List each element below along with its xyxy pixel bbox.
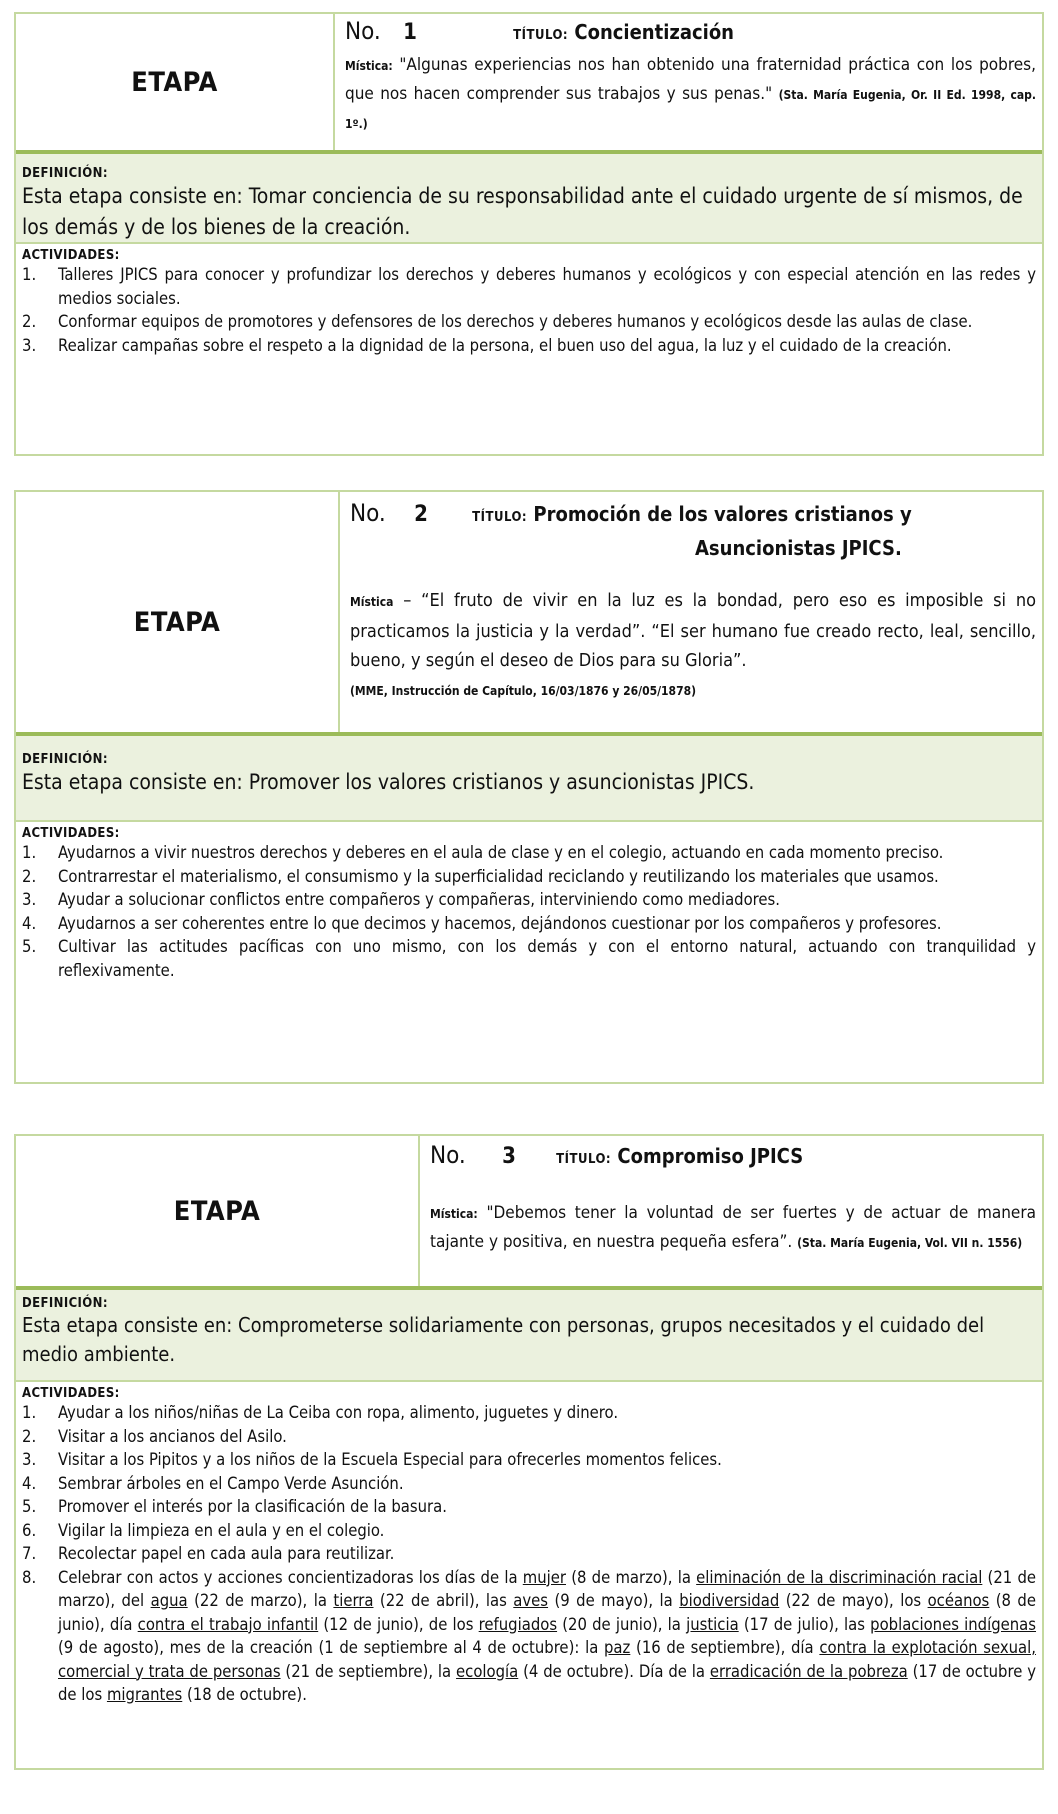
activity-item bbox=[22, 1472, 1036, 1496]
etapa-label: ETAPA bbox=[16, 14, 335, 150]
number-label: No. bbox=[345, 17, 381, 45]
activity-text: (21 de septiembre), la bbox=[280, 1661, 457, 1681]
commemoration-day: paz bbox=[604, 1638, 631, 1657]
activity-text: Ayudarnos a vivir nuestros derechos y deberes en el aula de clase y en el colegio, actuando en cada momento preciso. bbox=[58, 843, 944, 862]
commemoration-day: justicia bbox=[686, 1614, 739, 1634]
commemoration-day: refugiados bbox=[478, 1614, 558, 1634]
commemoration-day: contra el trabajo infantil bbox=[137, 1614, 319, 1634]
mistica-label: Mística: bbox=[430, 1207, 478, 1221]
activity-item bbox=[22, 1542, 1036, 1566]
activity-item bbox=[22, 263, 1036, 310]
activity-number: 4. bbox=[22, 1473, 37, 1493]
stage-header bbox=[16, 1136, 1042, 1290]
activity-item bbox=[22, 912, 1036, 936]
etapa-label: ETAPA bbox=[16, 1136, 420, 1286]
mistica-source: (MME, Instrucción de Capítulo, 16/03/1876 y 26/05/1878) bbox=[350, 684, 697, 698]
stage-table-2 bbox=[14, 490, 1044, 1084]
activity-text: (18 de octubre). bbox=[182, 1685, 307, 1704]
definition-section bbox=[16, 736, 1042, 822]
stage-title: Promoción de los valores cristianos y bbox=[533, 502, 912, 526]
titulo-label: TÍTULO: bbox=[472, 510, 528, 525]
activity-number: 1. bbox=[22, 1403, 37, 1422]
activity-text: Ayudar a los niños/niñas de La Ceiba con ropa, alimento, juguetes y dinero. bbox=[58, 1403, 619, 1422]
commemoration-day: aves bbox=[513, 1591, 549, 1610]
commemoration-day: eliminación de la discriminación racial bbox=[696, 1567, 983, 1587]
mistica-source: (Sta. María Eugenia, Vol. VII n. 1556) bbox=[797, 1236, 1023, 1250]
activity-text: (17 de julio), las bbox=[738, 1614, 871, 1634]
commemoration-day: mujer bbox=[522, 1567, 566, 1587]
activity-text: (8 de junio), día bbox=[58, 1591, 1036, 1634]
activity-text: Ayudar a solucionar conflictos entre compañeros y compañeras, interviniendo como mediadores. bbox=[58, 890, 781, 909]
stage-title-line2: Asuncionistas JPICS. bbox=[695, 536, 902, 560]
definition-section bbox=[16, 1290, 1042, 1382]
activity-text: (4 de octubre). Día de la bbox=[518, 1661, 710, 1681]
mistica-quote bbox=[350, 586, 1036, 706]
activity-text: Recolectar papel en cada aula para reutilizar. bbox=[58, 1544, 395, 1563]
definition-text: Esta etapa consiste en: Promover los valores cristianos y asuncionistas JPICS. bbox=[22, 770, 755, 794]
stage-number: 1 bbox=[403, 20, 417, 45]
commemoration-day: poblaciones indígenas bbox=[870, 1614, 1037, 1634]
activity-text: (22 de mayo), los bbox=[779, 1591, 928, 1610]
commemoration-day: agua bbox=[150, 1591, 188, 1610]
activity-item bbox=[22, 1495, 1036, 1519]
activity-text: (22 de abril), las bbox=[373, 1591, 514, 1610]
activity-number: 1. bbox=[22, 265, 37, 284]
activity-item bbox=[22, 841, 1036, 865]
activity-text: (9 de mayo), la bbox=[548, 1591, 680, 1610]
mistica-quote bbox=[345, 51, 1036, 138]
activity-number: 4. bbox=[22, 913, 37, 933]
activity-text: Ayudarnos a ser coherentes entre lo que decimos y hacemos, dejándonos cuestionar por los compañeros y profesores. bbox=[58, 913, 942, 933]
activity-text: Realizar campañas sobre el respeto a la dignidad de la persona, el buen uso del agua, la luz y el cuidado de la creación. bbox=[58, 335, 952, 355]
activity-text: Cultivar las actitudes pacíficas con uno mismo, con los demás y con el entorno natural, actuando con tranquilidad y reflexivamente. bbox=[58, 937, 1036, 980]
commemoration-day: erradicación de la pobreza bbox=[709, 1661, 908, 1681]
mistica-text: "Algunas experiencias nos han obtenido una fraternidad práctica con los pobres, que nos hacen comprender sus trabajos y sus penas." bbox=[345, 55, 1036, 104]
activity-text: (12 de junio), de los bbox=[318, 1614, 479, 1634]
mistica-label: Mística: bbox=[345, 59, 393, 73]
activity-text: (9 de agosto), mes de la creación (1 de septiembre al 4 de octubre): la bbox=[58, 1638, 604, 1657]
etapa-label: ETAPA bbox=[16, 492, 340, 732]
stage-title: Concientización bbox=[574, 20, 734, 44]
activity-number: 2. bbox=[22, 1426, 37, 1446]
mistica-text: "Debemos tener la voluntad de ser fuertes y de actuar de manera tajante y positiva, en nuestra pequeña esfera”. bbox=[430, 1203, 1036, 1252]
titulo-label: TÍTULO: bbox=[556, 1152, 612, 1167]
activities-list bbox=[22, 1401, 1036, 1707]
stage-info bbox=[420, 1136, 1042, 1286]
commemoration-day: biodiversidad bbox=[679, 1591, 780, 1610]
activity-item bbox=[22, 1448, 1036, 1472]
definition-label: DEFINICIÓN: bbox=[22, 1296, 108, 1311]
number-label: No. bbox=[350, 499, 386, 527]
activity-text: (20 de junio), la bbox=[557, 1614, 687, 1634]
activity-item bbox=[22, 865, 1036, 889]
commemoration-day: ecología bbox=[456, 1661, 519, 1681]
activity-number: 1. bbox=[22, 843, 37, 862]
activity-text: (21 de marzo), del bbox=[58, 1567, 1037, 1610]
activity-text: Visitar a los Pipitos y a los niños de la Escuela Especial para ofrecerles momentos felices. bbox=[58, 1450, 722, 1469]
mistica-label: Mística bbox=[350, 595, 394, 609]
mistica-text: – “El fruto de vivir en la luz es la bondad, pero eso es imposible si no practicamos la justicia y la verdad”. “El ser humano fue creado recto, leal, sencillo, bueno, y según el deseo de Dios para su Gloria”. bbox=[350, 590, 1036, 671]
activity-item bbox=[22, 1566, 1036, 1707]
definition-section bbox=[16, 154, 1042, 244]
activity-text: (22 de marzo), la bbox=[187, 1591, 334, 1610]
activities-list bbox=[22, 263, 1036, 357]
activities-section bbox=[16, 1382, 1042, 1713]
stage-number: 3 bbox=[502, 1144, 516, 1169]
stage-title: Compromiso JPICS bbox=[617, 1144, 804, 1168]
title-row bbox=[345, 16, 1036, 51]
commemoration-day: tierra bbox=[333, 1591, 374, 1610]
title-row bbox=[350, 498, 1036, 533]
stage-header bbox=[16, 14, 1042, 154]
activity-number: 3. bbox=[22, 335, 37, 355]
activities-label: ACTIVIDADES: bbox=[22, 248, 120, 263]
stage-header bbox=[16, 492, 1042, 736]
activities-label: ACTIVIDADES: bbox=[22, 1386, 120, 1401]
activity-number: 3. bbox=[22, 1450, 37, 1469]
activity-number: 5. bbox=[22, 1497, 37, 1516]
title-row bbox=[430, 1140, 1036, 1175]
activity-number: 8. bbox=[22, 1567, 37, 1587]
commemoration-day: océanos bbox=[927, 1591, 990, 1610]
activity-number: 2. bbox=[22, 866, 37, 886]
activity-text: Promover el interés por la clasificación de la basura. bbox=[58, 1497, 447, 1516]
stage-info bbox=[335, 14, 1042, 150]
activity-text: Conformar equipos de promotores y defensores de los derechos y deberes humanos y ecológicos desde las aulas de clase. bbox=[58, 312, 973, 331]
title-row-2 bbox=[350, 533, 1036, 564]
activity-text: (8 de marzo), la bbox=[566, 1567, 697, 1587]
activity-text: Celebrar con actos y acciones concientizadoras los días de la bbox=[58, 1567, 523, 1587]
commemoration-day: migrantes bbox=[106, 1685, 183, 1704]
activity-item bbox=[22, 310, 1036, 334]
activity-number: 6. bbox=[22, 1520, 37, 1540]
activity-text: (16 de septiembre), día bbox=[630, 1638, 820, 1657]
titulo-label: TÍTULO: bbox=[513, 28, 569, 43]
activity-item bbox=[22, 935, 1036, 982]
definition-text: Esta etapa consiste en: Tomar conciencia de su responsabilidad ante el cuidado urgente de sí mismos, de los demás y de los bienes de la creación. bbox=[22, 184, 1023, 239]
activities-section bbox=[16, 244, 1042, 363]
activity-text: (17 de octubre y de los bbox=[58, 1661, 1036, 1704]
activity-number: 5. bbox=[22, 937, 37, 956]
activity-item bbox=[22, 1401, 1036, 1425]
activity-text: Talleres JPICS para conocer y profundizar los derechos y deberes humanos y ecológicos y con especial atención en las redes y medios sociales. bbox=[58, 265, 1036, 308]
definition-label: DEFINICIÓN: bbox=[22, 752, 108, 767]
activity-number: 7. bbox=[22, 1544, 37, 1563]
activity-item bbox=[22, 334, 1036, 358]
activity-text: Contrarrestar el materialismo, el consumismo y la superficialidad reciclando y reutilizando los materiales que usamos. bbox=[58, 866, 939, 886]
commemoration-day: contra la explotación sexual, comercial y trata de personas bbox=[58, 1638, 1036, 1681]
stage-info bbox=[340, 492, 1042, 732]
stage-table-3 bbox=[14, 1134, 1044, 1770]
activities-label: ACTIVIDADES: bbox=[22, 826, 120, 841]
stage-table-1 bbox=[14, 12, 1044, 456]
activity-text: Vigilar la limpieza en el aula y en el colegio. bbox=[58, 1520, 385, 1540]
stage-number: 2 bbox=[414, 502, 428, 527]
definition-label: DEFINICIÓN: bbox=[22, 166, 108, 181]
activities-list bbox=[22, 841, 1036, 982]
activity-number: 3. bbox=[22, 890, 37, 909]
definition-text: Esta etapa consiste en: Comprometerse solidariamente con personas, grupos necesitados y el cuidado del medio ambiente. bbox=[22, 1313, 985, 1366]
activity-item bbox=[22, 1519, 1036, 1543]
mistica-source: (Sta. María Eugenia, Or. II Ed. 1998, cap. 1º.) bbox=[345, 88, 1036, 131]
activity-item bbox=[22, 1425, 1036, 1449]
activity-number: 2. bbox=[22, 312, 37, 331]
mistica-quote bbox=[430, 1199, 1036, 1257]
activity-text: Sembrar árboles en el Campo Verde Asunción. bbox=[58, 1473, 404, 1493]
activity-item bbox=[22, 888, 1036, 912]
activities-section bbox=[16, 822, 1042, 988]
number-label: No. bbox=[430, 1141, 466, 1169]
activity-text: Visitar a los ancianos del Asilo. bbox=[58, 1426, 287, 1446]
